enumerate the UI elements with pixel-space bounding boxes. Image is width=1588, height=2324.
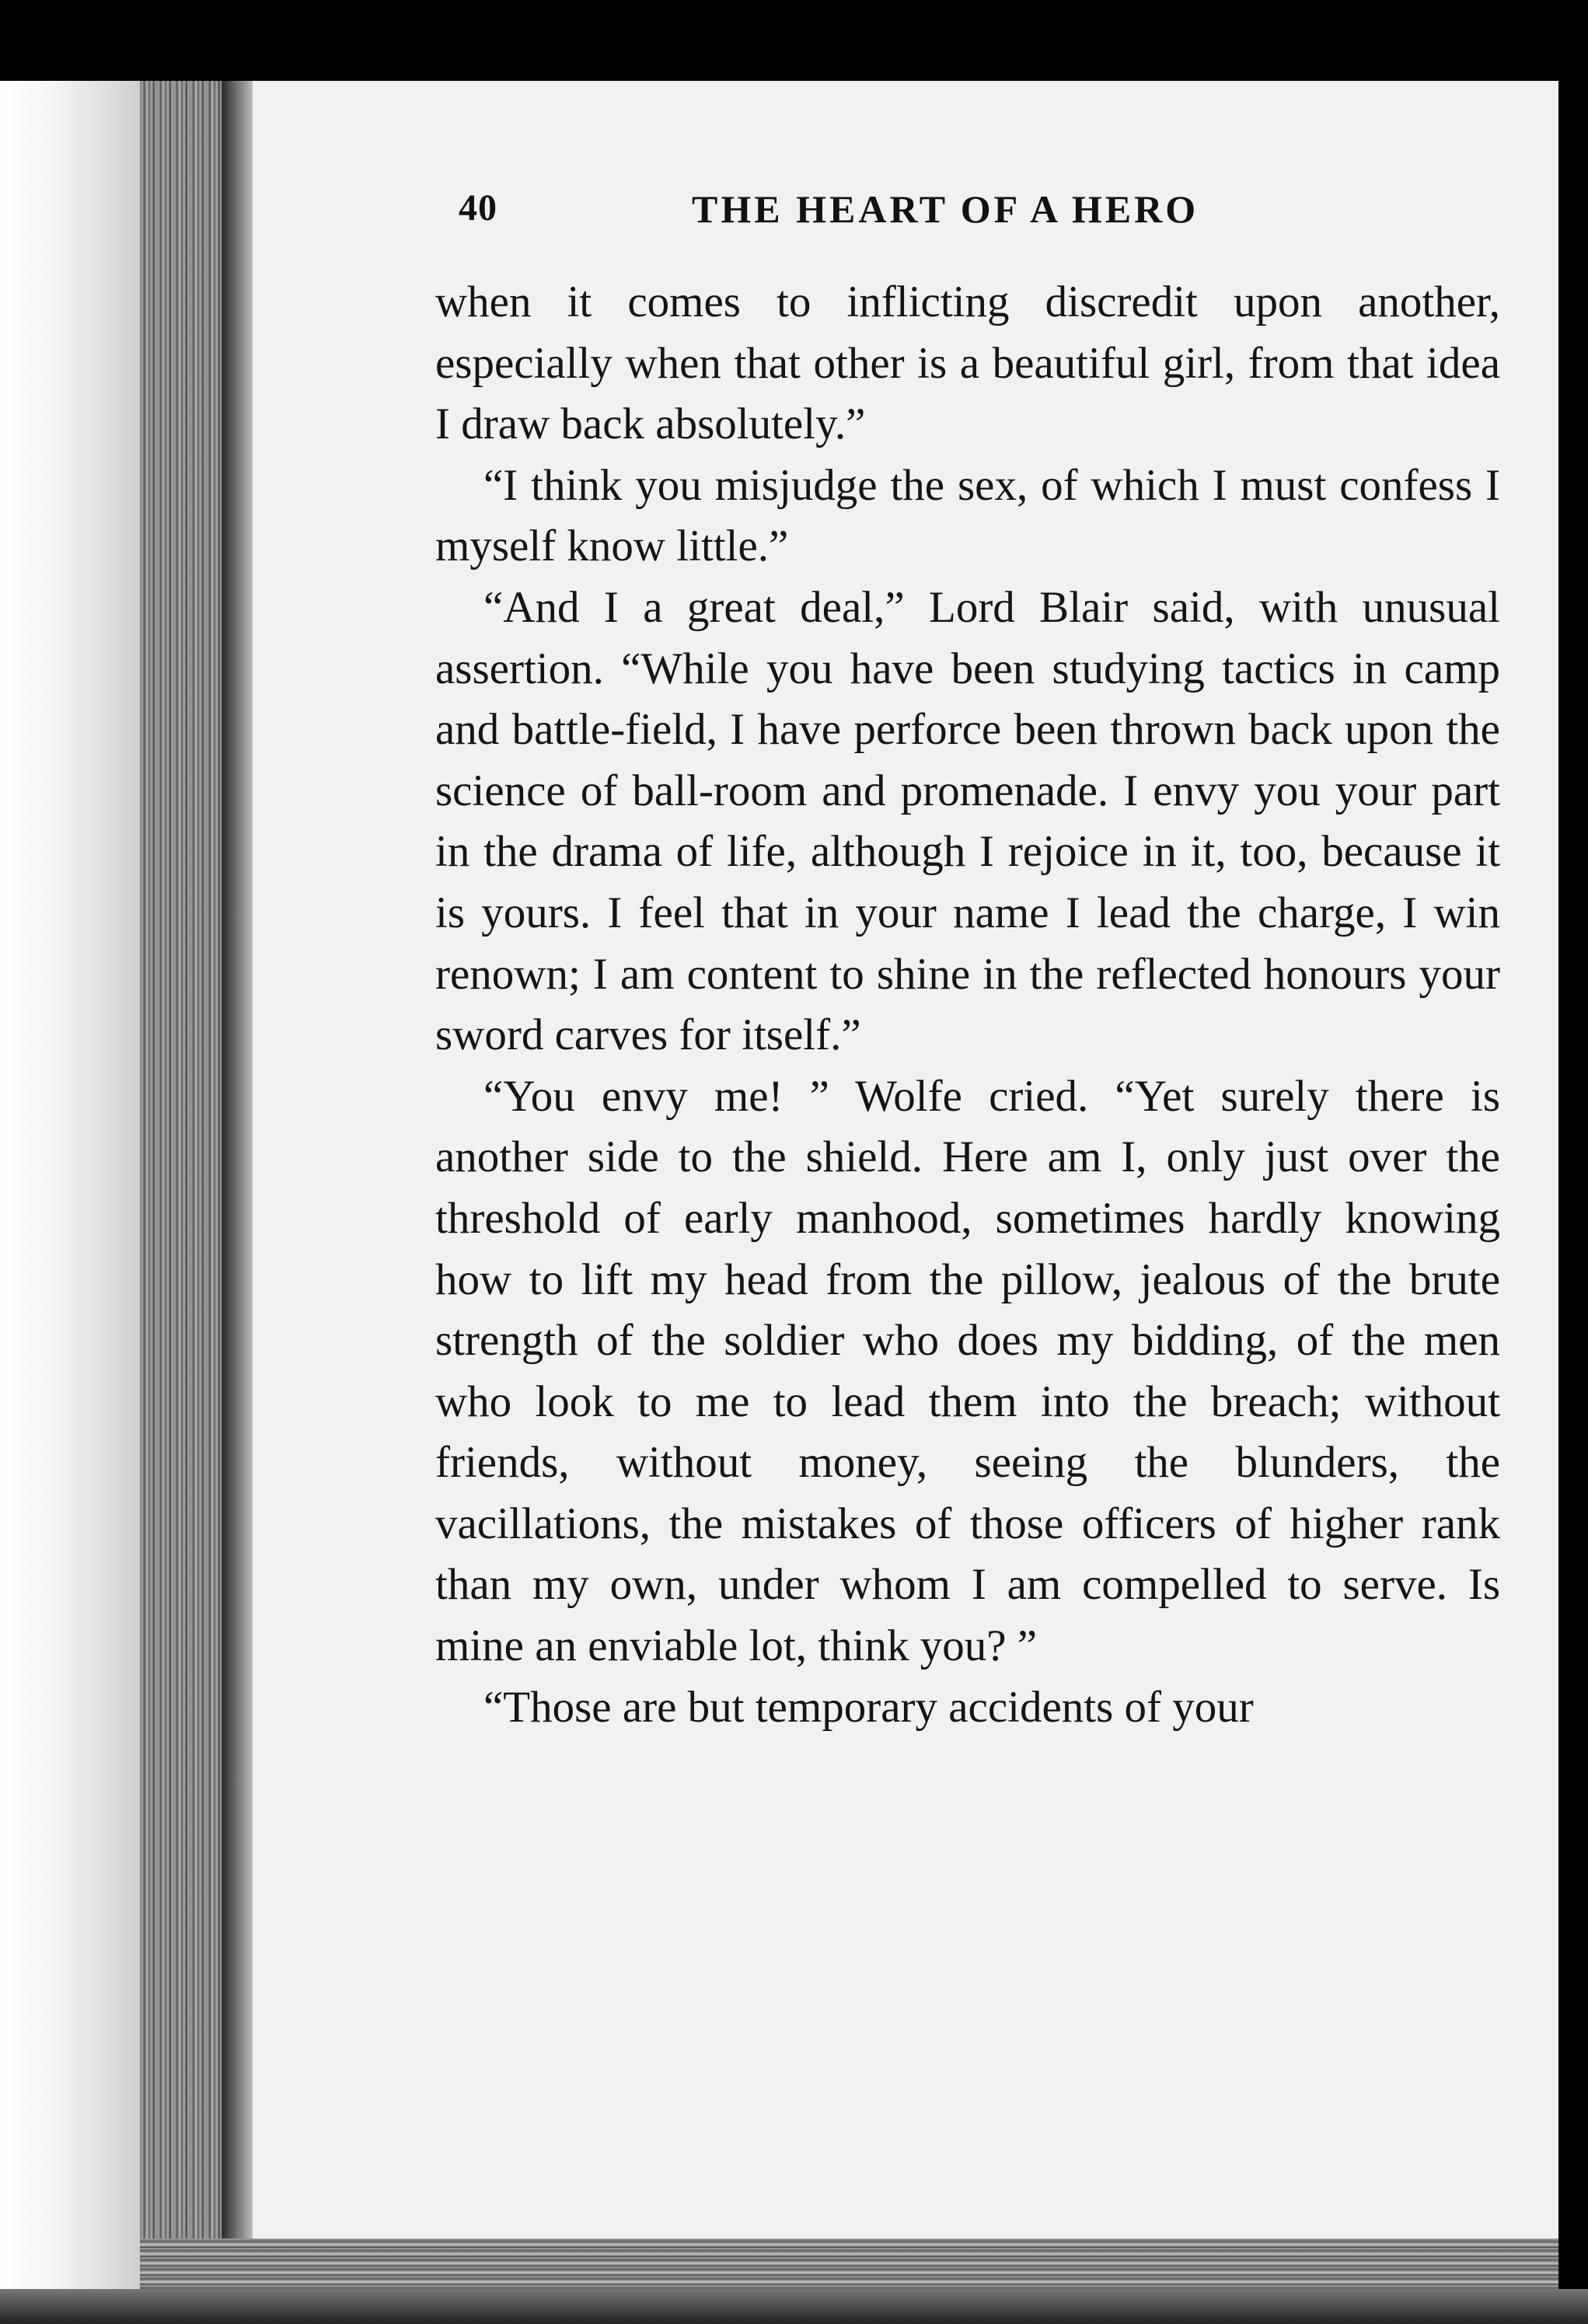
gutter-shadow [222,81,253,2289]
paragraph: “Those are but temporary accidents of your [483,1682,1254,1732]
scan-left-margin [0,81,140,2289]
page-header [459,187,1531,256]
paragraph: “You envy me! ” Wolfe cried. “Yet surely there is another side to the shield. Here am I, only just over the threshold of early manhood, sometimes hardly knowing how to lift my head from the pillow, jealous of the brute strength of the soldier who does my bidding, of the men who look to me to lead them into the breach; without friends, without money, seeing the blunders, the vacillations, the mistakes of those officers of higher rank than my own, under whom I am compelled to serve. Is mine an enviable lot, think you? ” [435,1071,1500,1671]
page-number: 40 [459,187,497,229]
paragraph: “I think you misjudge the sex, of which I must confess I myself know little.” [435,460,1500,571]
book-bottom-edge [140,2239,1558,2289]
body-text [435,272,1500,1738]
scanner-border-right [1558,0,1588,2324]
scanner-border-top [0,0,1588,81]
book-page-edges [140,81,233,2289]
paragraph-continued: when it comes to inflicting discredit upon another, especially when that other is a beautiful girl, from that idea I draw back absolutely.” [435,277,1500,449]
scanner-border-bottom [0,2289,1588,2324]
running-head: THE HEART OF A HERO [692,187,1199,231]
paragraph: “And I a great deal,” Lord Blair said, with unusual assertion. “While you have been studying tactics in camp and battle-field, I have perforce been thrown back upon the science of ball-room and promenade. I envy you your part in the drama of life, although I rejoice in it, too, because it is yours. I feel that in your name I lead the charge, I win renown; I am content to shine in the reflected honours your sword carves for itself.” [435,582,1500,1060]
